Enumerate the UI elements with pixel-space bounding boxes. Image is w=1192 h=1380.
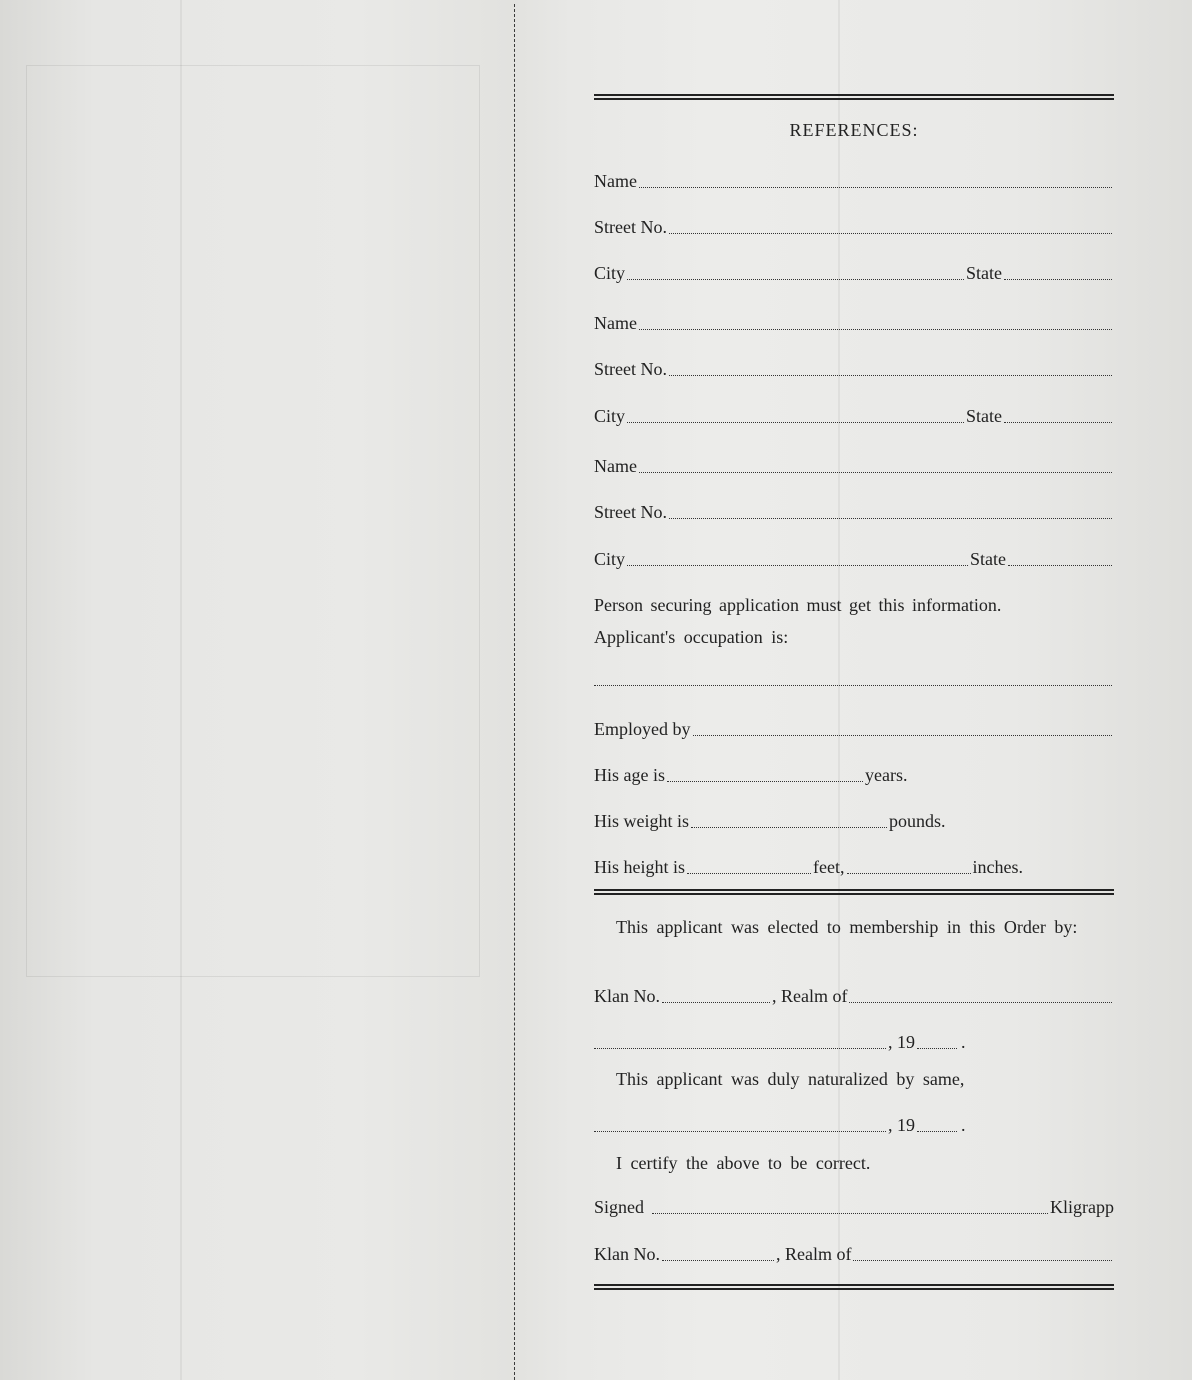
elected-year-field[interactable] xyxy=(917,1047,957,1049)
name-field[interactable] xyxy=(639,186,1112,188)
reference-3-city-row xyxy=(594,548,1114,570)
period: . xyxy=(961,1032,966,1052)
naturalized-statement: This applicant was duly naturalized by same, xyxy=(616,1069,965,1089)
klan-number-field[interactable] xyxy=(662,1001,770,1003)
street-field[interactable] xyxy=(669,374,1112,376)
klan-number-field[interactable] xyxy=(662,1259,774,1261)
year-prefix: , 19 xyxy=(888,1032,915,1052)
city-field[interactable] xyxy=(627,564,968,566)
realm-field[interactable] xyxy=(849,1001,1112,1003)
reference-2-street-row xyxy=(594,358,1114,380)
inches-unit: inches. xyxy=(972,857,1023,877)
reference-3-street-row xyxy=(594,501,1114,523)
name-field[interactable] xyxy=(639,328,1112,330)
references-heading: REFERENCES: xyxy=(789,120,919,140)
inches-field[interactable] xyxy=(847,872,971,874)
weight-unit: pounds. xyxy=(889,811,946,831)
feet-unit: feet, xyxy=(813,857,845,877)
bottom-double-rule xyxy=(594,1284,1114,1290)
period: . xyxy=(961,1115,966,1135)
name-label: Name xyxy=(594,171,637,191)
certify-klan-row xyxy=(594,1243,1114,1265)
reference-1-street-row xyxy=(594,216,1114,238)
employed-field[interactable] xyxy=(693,734,1113,736)
state-field[interactable] xyxy=(1004,421,1112,423)
city-field[interactable] xyxy=(627,421,964,423)
reference-1-name-row xyxy=(594,170,1114,192)
weight-field[interactable] xyxy=(691,826,887,828)
employed-row xyxy=(594,718,1114,740)
street-label: Street No. xyxy=(594,217,667,237)
age-label: His age is xyxy=(594,765,665,785)
realm-field[interactable] xyxy=(853,1259,1112,1261)
street-label: Street No. xyxy=(594,359,667,379)
kligrapp-label: Kligrapp xyxy=(1050,1197,1114,1217)
reference-2-name-row xyxy=(594,312,1114,334)
age-unit: years. xyxy=(865,765,908,785)
naturalized-year-field[interactable] xyxy=(917,1130,957,1132)
name-label: Name xyxy=(594,313,637,333)
certify-statement: I certify the above to be correct. xyxy=(616,1153,871,1173)
naturalized-date-row xyxy=(594,1114,1114,1136)
state-field[interactable] xyxy=(1004,278,1112,280)
signature-field[interactable] xyxy=(652,1212,1048,1214)
elected-date-row xyxy=(594,1031,1114,1053)
middle-double-rule xyxy=(594,889,1114,895)
weight-row xyxy=(594,810,1114,832)
reference-2-city-row xyxy=(594,405,1114,427)
occupation-row xyxy=(594,668,1114,690)
weight-label: His weight is xyxy=(594,811,690,831)
feet-field[interactable] xyxy=(687,872,811,874)
height-row xyxy=(594,856,1114,878)
klan-label: Klan No. xyxy=(594,1244,660,1264)
state-label: State xyxy=(966,406,1002,426)
age-row xyxy=(594,764,1114,786)
street-label: Street No. xyxy=(594,502,667,522)
city-label: City xyxy=(594,549,626,569)
perforation-line xyxy=(514,4,515,1380)
street-field[interactable] xyxy=(669,232,1112,234)
age-field[interactable] xyxy=(667,780,863,782)
elected-date-field[interactable] xyxy=(594,1047,886,1049)
state-field[interactable] xyxy=(1008,564,1112,566)
elected-statement: This applicant was elected to membership in this Order by: xyxy=(616,917,1078,937)
name-field[interactable] xyxy=(639,471,1112,473)
realm-label: , Realm of xyxy=(776,1244,852,1264)
bleed-through-area xyxy=(26,65,480,977)
signed-label: Signed xyxy=(594,1197,645,1217)
reference-1-city-row xyxy=(594,262,1114,284)
year-prefix: , 19 xyxy=(888,1115,915,1135)
height-label: His height is xyxy=(594,857,686,877)
realm-label: , Realm of xyxy=(772,986,848,1006)
signed-row xyxy=(594,1196,1114,1218)
name-label: Name xyxy=(594,456,637,476)
state-label: State xyxy=(970,549,1006,569)
person-securing-note: Person securing application must get this information. xyxy=(594,595,1002,615)
state-label: State xyxy=(966,263,1002,283)
city-label: City xyxy=(594,406,626,426)
city-field[interactable] xyxy=(627,278,964,280)
naturalized-date-field[interactable] xyxy=(594,1130,886,1132)
occupation-label: Applicant's occupation is: xyxy=(594,627,789,647)
top-double-rule xyxy=(594,94,1114,100)
street-field[interactable] xyxy=(669,517,1112,519)
occupation-field[interactable] xyxy=(594,684,1112,686)
reference-3-name-row xyxy=(594,455,1114,477)
klan-label: Klan No. xyxy=(594,986,660,1006)
employed-label: Employed by xyxy=(594,719,691,739)
elected-klan-row xyxy=(594,985,1114,1007)
city-label: City xyxy=(594,263,626,283)
